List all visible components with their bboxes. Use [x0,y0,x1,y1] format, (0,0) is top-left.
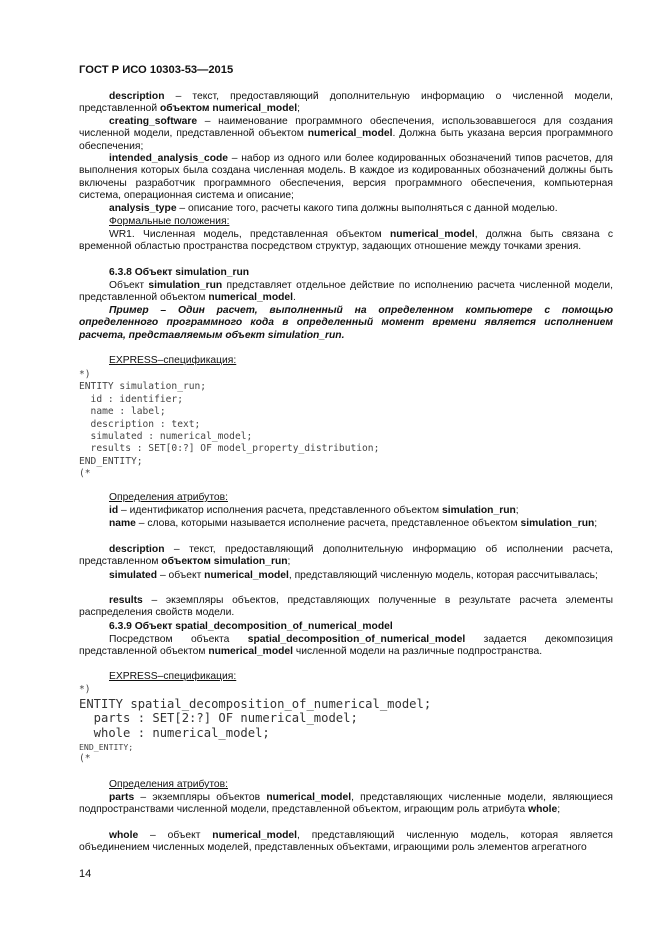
def-name: name – слова, которыми называется исполнение расчета, представленное объектом simulation_run; [109,518,598,529]
defs-label-639: Определения атрибутов: [109,779,228,790]
express-code-simulation-run: *) ENTITY simulation_run; id : identifier; name : label; description : text; simulated : numerical_model; results : SET[0:?] OF model_property_distribution; END_ENTITY; (* [79,369,380,480]
def-description: description – текст, предоставляющий дополнительную информацию об исполнении расчета, представленном объектом simulation_run; [79,544,613,568]
def-whole: whole – объект numerical_model, представляющий численную модель, которая является объединением численных моделей, представленных объектами, играющими роль элементов агрегатного [79,830,614,854]
express-label-638: EXPRESS–спецификация: [109,355,237,366]
formal-label: Формальные положения: [109,216,230,227]
section-intro-639: Посредством объекта spatial_decomposition_of_numerical_model задается декомпозиция представленной объектом numerical_model численной модели на различные подпространства. [79,634,613,658]
attr-term: creating_software [109,116,198,127]
attr-analysis-type: analysis_type – описание того, расчеты какого типа должны выполняться с данной моделью. [109,203,558,214]
express-code-open: *) [79,684,91,695]
attr-term: analysis_type [109,203,177,214]
defs-label-638: Определения атрибутов: [109,492,228,503]
express-code-close: (* [79,753,91,764]
attr-intended-analysis-code: intended_analysis_code – набор из одного или более кодированных обозначений типов расчетов, для выполнения которых была создана численная модель. В каждое из кодированных обозначений должны быть включены разработчик программного обеспечения, версия программного обеспечения, компьютерная система, операционная система и описание; [79,153,613,202]
express-code-spatial-decomposition: ENTITY spatial_decomposition_of_numerical_model; parts : SET[2:?] OF numerical_model; whole : numerical_model; [79,697,432,740]
attr-term: intended_analysis_code [109,153,229,164]
def-parts: parts – экземпляры объектов numerical_model, представляющих численные модели, являющиеся подпространствами численной модели, представленной объектом, играющим роль атрибута whole; [79,792,614,816]
rule-wr1: WR1. Численная модель, представленная объектом numerical_model, должна быть связана с временной областью пространства посредством структур, задающих отношение между точками зрения. [79,229,613,253]
express-label-639: EXPRESS–спецификация: [109,671,237,682]
def-id: id – идентификатор исполнения расчета, представленного объектом simulation_run; [109,505,519,516]
attr-creating-software: creating_software – наименование программного обеспечения, использовавшегося для создания численной модели, представленной объектом numerical_model. Должна быть указана версия программного обеспечения; [79,116,613,152]
section-title-639: 6.3.9 Объект spatial_decomposition_of_numerical_model [109,621,393,632]
express-code-end: END_ENTITY; [79,742,134,752]
def-simulated: simulated – объект numerical_model, представляющий численную модель, которая рассчитывалась; [109,570,598,581]
def-results: results – экземпляры объектов, представляющих полученные в результате расчета элементы распределения свойств модели. [79,595,613,619]
example-638: Пример – Один расчет, выполненный на определенном компьютере с помощью определенного программного кода в определенный момент времени является исполнением расчета, представляемым объект simulation_run. [79,305,613,341]
document-header: ГОСТ Р ИСО 10303-53—2015 [79,64,234,76]
page-number: 14 [79,868,92,880]
section-title-638: 6.3.8 Объект simulation_run [109,267,250,278]
attr-term: description [109,91,165,102]
section-intro-638: Объект simulation_run представляет отдельное действие по исполнению расчета численной модели, представленной объектом numerical_model. [79,280,613,304]
attr-description: description – текст, предоставляющий дополнительную информацию о численной модели, представленной объектом numerical_model; [79,91,613,115]
